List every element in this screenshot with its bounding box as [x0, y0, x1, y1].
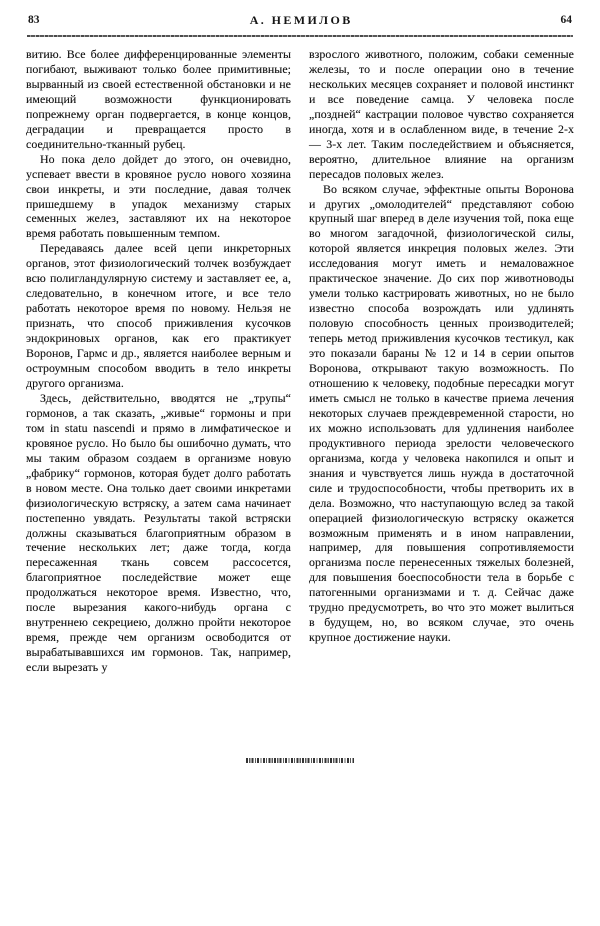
column-right: [309, 47, 574, 675]
paragraph: Передаваясь далее всей цепи инкреторных органов, этот физиологический толчек возбуждает всю полигландулярную систему и заставляет ее, а, следовательно, в конечном итоге, и все тело работать некоторое время по новому. Нельзя не признать, что способ приживления кусочков эндокриновых органов, как его практикует Воронов, Гармс и др., является наиболее верным и остроумным способом вводить в тело инкреты другого организма.: [26, 241, 291, 390]
ornamental-divider: [0, 758, 600, 763]
column-left: [26, 47, 291, 675]
ornamental-rule: [246, 758, 354, 763]
body-columns: [26, 47, 574, 675]
paragraph: Во всяком случае, эффектные опыты Воронова и других „омолодителей“ представляют собою крупный шаг вперед в деле изучения той, пока еще во многом загадочной, физиологической силы, которой является инкреция половых желез. Эти исследования могут иметь и немаловажное практическое значение. До сих пор животноводы умели только кастрировать животных, но не было известно способа возрождать или удлинять половую способность ценных производителей; теперь метод приживления кусочков тестикул, как это показали бараны № 12 и 14 в серии опытов Воронова, открывают такую возможность. По отношению к человеку, подобные пересадки могут иметь смысл не только в качестве приема лечения некоторых случаев преждевременной старости, но их можно использовать для удлинения наиболее продуктивного периода зрелости человеческого организма, когда у человека накопился и опыт и знания и чувствуется лишь нужда в достаточной силе и трудоспособности, чтобы претворить их в дела. Возможно, что наступающую вслед за такой операцией физиологическую встряску окажется возможным применять и в ином направлении, например, для повышения сопротивляемости организма после перенесенных тяжелых болезней, для повышения боеспособности тела в борьбе с патогенными организмами и т. д. Сейчас даже трудно предусмотреть, во что это может вылиться в будущем, но, во всяком случае, это очень крупное достижение науки.: [309, 181, 574, 645]
header-divider-rule: [27, 35, 573, 37]
paragraph: Но пока дело дойдет до этого, он очевидно, успевает ввести в кровяное русло нового хозяина свои инкреты, и эти последние, давая толчек пришедшему в упадок механизму старых семенных желез, заставляют их на некоторое время работать повышенным темпом.: [26, 151, 291, 241]
running-head-title: А. НЕМИЛОВ: [249, 13, 353, 27]
folio-left: 83: [28, 14, 40, 26]
running-head: [28, 14, 572, 32]
folio-right: 64: [560, 14, 572, 26]
paragraph: витию. Все более дифференцированные элементы погибают, выживают только более примитивные; вырванный из своей естественной обстановки и не имеющий возможности функционировать попрежнему орган подвергается, в конце концов, деградации и превращается просто в соединительно-тканный рубец.: [26, 47, 291, 151]
paragraph: Здесь, действительно, вводятся не „трупы“ гормонов, а так сказать, „живые“ гормоны и при том in statu nascendi и прямо в лимфатическое и кровяное русло. Но было бы ошибочно думать, что мы таким образом создаем в организме новую „фабрику“ гормонов, которая будет долго работать в новом месте. Она только дает своими инкретами физиологическую встряску, а затем сама начинает постепенно увядать. Результаты такой встряски должны сказываться благоприятным образом в течение нескольких лет; даже тогда, когда пересаженная ткань совсем рассосется, благоприятное последействие может еще продолжаться некоторое время. Известно, что, после вырезания какого-нибудь органа с внутреннею секрециею, должно пройти некоторое время, прежде чем организм освободится от вырабатывавшихся им гормонов. Так, например, если вырезать у: [26, 390, 291, 675]
paragraph: взрослого животного, положим, собаки семенные железы, то и после операции оно в течение нескольких месяцев сохраняет и половой инстинкт и все поведение самца. У человека после „поздней“ кастрации половое чувство сохраняется иногда, хотя и в ослабленном виде, в течение 2-х — 3-х лет. Таким последействием и объясняется, вероятно, длительное влияние на организм пересадов половых желез.: [309, 47, 574, 181]
